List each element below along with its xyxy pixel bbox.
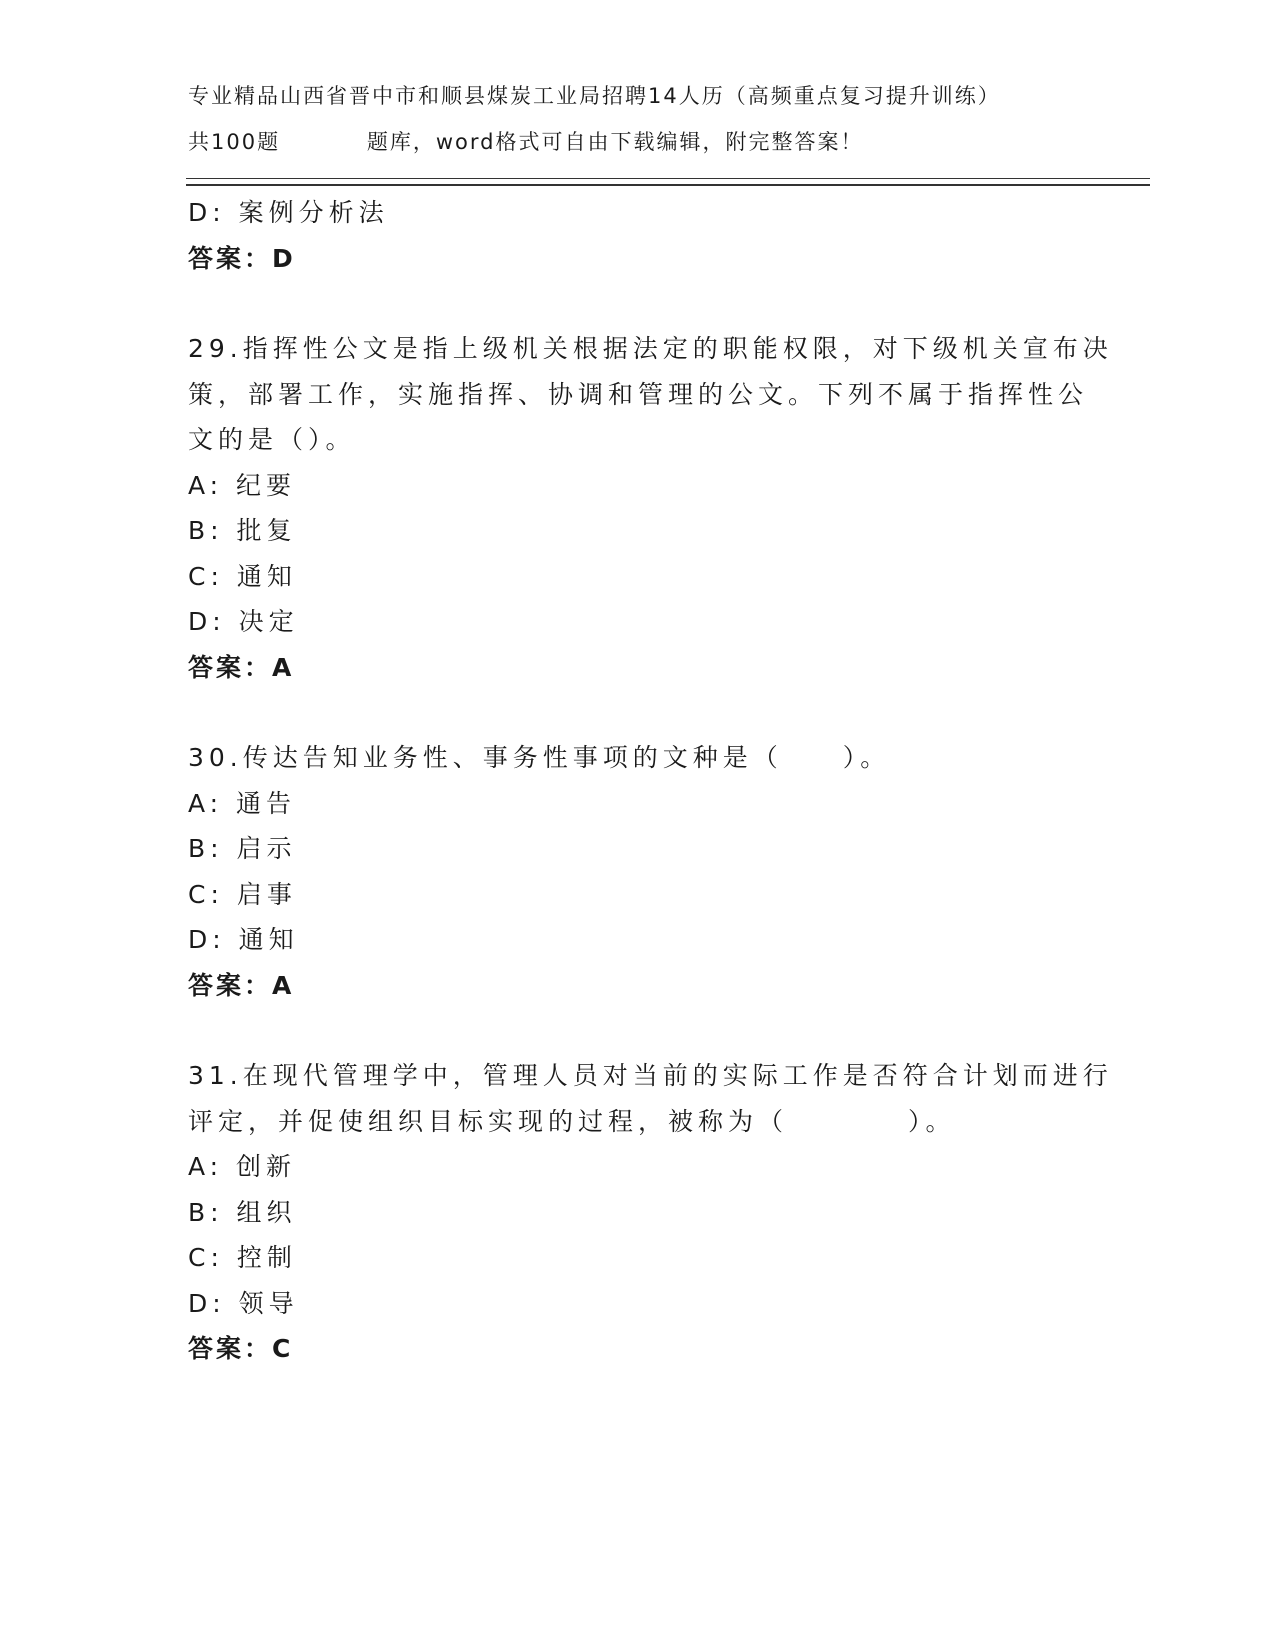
spacer xyxy=(188,690,1068,735)
question-block-31 xyxy=(188,1053,1113,1372)
document-body xyxy=(188,190,1113,1372)
answer-line: 答案：C xyxy=(188,1334,294,1363)
answer-line: 答案：D xyxy=(188,243,296,273)
question-stem-line: 31.在现代管理学中，管理人员对当前的实际工作是否符合计划而进行 xyxy=(188,1061,1113,1090)
option-b: B: 批复 xyxy=(188,516,297,545)
question-block-29 xyxy=(188,326,1113,690)
question-stem-line: 29.指挥性公文是指上级机关根据法定的职能权限，对下级机关宣布决 xyxy=(188,334,1113,363)
spacer xyxy=(188,281,1068,326)
option-b: B: 启示 xyxy=(188,834,297,863)
option-c: C: 通知 xyxy=(188,561,297,591)
option-c: C: 控制 xyxy=(188,1243,297,1272)
page-header xyxy=(188,74,1148,165)
question-block-30 xyxy=(188,735,1068,1008)
header-title-line-1: 专业精品山西省晋中市和顺县煤炭工业局招聘14人历（高频重点复习提升训练） xyxy=(188,84,1001,108)
question-stem-line: 文的是（）。 xyxy=(188,425,356,454)
option-d: D: 通知 xyxy=(188,925,299,954)
answer-line: 答案：A xyxy=(188,970,295,1000)
spacer xyxy=(188,1008,1068,1053)
answer-line: 答案：A xyxy=(188,652,295,682)
option-a: A: 纪要 xyxy=(188,470,297,500)
option-d: D: 领导 xyxy=(188,1288,299,1318)
header-divider xyxy=(186,178,1150,186)
option-c: C: 启事 xyxy=(188,879,297,909)
question-stem-line: 30.传达告知业务性、事务性事项的文种是（ ）。 xyxy=(188,743,891,772)
option-d: D: 案例分析法 xyxy=(188,198,389,227)
option-a: A: 创新 xyxy=(188,1152,297,1181)
option-b: B: 组织 xyxy=(188,1197,297,1227)
question-stem-line: 评定，并促使组织目标实现的过程，被称为（ ）。 xyxy=(188,1106,956,1136)
header-title-line-2: 共100题 题库，word格式可自由下载编辑，附完整答案！ xyxy=(188,129,864,154)
question-stem-line: 策，部署工作，实施指挥、协调和管理的公文。下列不属于指挥性公 xyxy=(188,379,1089,409)
option-d: D: 决定 xyxy=(188,607,299,636)
option-a: A: 通告 xyxy=(188,788,297,818)
